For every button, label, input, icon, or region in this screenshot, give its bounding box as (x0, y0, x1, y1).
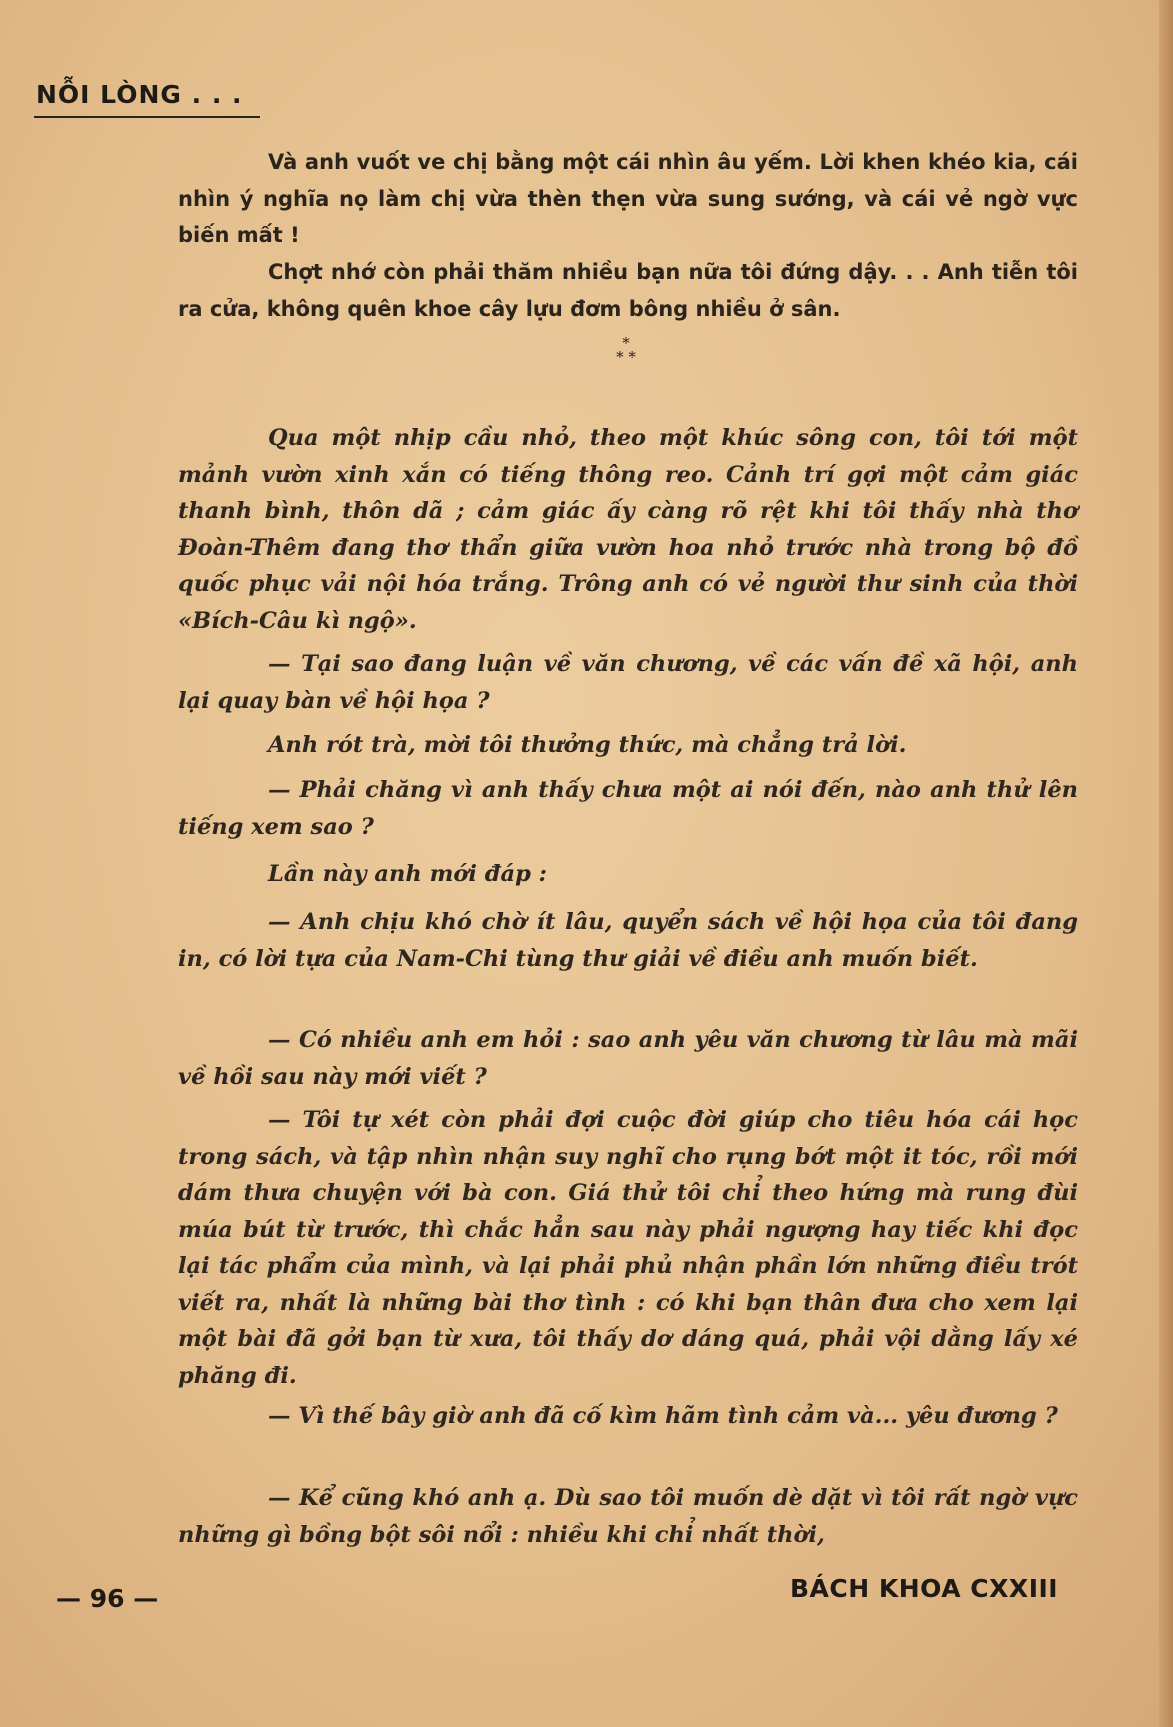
section-separator (596, 336, 656, 364)
paragraph-1: Và anh vuốt ve chị bằng một cái nhìn âu yếm. Lời khen khéo kia, cái nhìn ý nghĩa nọ làm chị vừa thèn thẹn vừa sung sướng, và cái vẻ ngờ vực biến mất ! (178, 150, 1078, 247)
paragraph-3: Qua một nhịp cầu nhỏ, theo một khúc sông con, tôi tới một mảnh vườn xinh xắn có tiếng thông reo. Cảnh trí gợi một cảm giác thanh bình, thôn dã ; cảm giác ấy càng rõ rệt khi tôi thấy nhà thơ Đoàn-Thêm đang thơ thẩn giữa vườn hoa nhỏ trước nhà trong bộ đồ quốc phục vải nội hóa trắng. Trông anh có vẻ người thư sinh của thời «Bích-Câu kì ngộ». (178, 425, 1078, 634)
paragraph-5: Anh rót trà, mời tôi thưởng thức, mà chẳng trả lời. (268, 732, 907, 758)
paragraph-12: — Kể cũng khó anh ạ. Dù sao tôi muốn dè dặt vì tôi rất ngờ vực những gì bồng bột sôi nổi : nhiều khi chỉ nhất thời, (178, 1485, 1078, 1548)
paragraph-8: — Anh chịu khó chờ ít lâu, quyển sách về hội họa của tôi đang in, có lời tựa của Nam-Chi tùng thư giải về điều anh muốn biết. (178, 909, 1078, 972)
paragraph-7: Lần này anh mới đáp : (268, 861, 547, 887)
journal-name: BÁCH KHOA CXXIII (790, 1574, 1059, 1603)
separator-line-2: * * (616, 348, 636, 366)
paragraph-6: — Phải chăng vì anh thấy chưa một ai nói đến, nào anh thử lên tiếng xem sao ? (178, 777, 1078, 840)
paragraph-10: — Tôi tự xét còn phải đợi cuộc đời giúp cho tiêu hóa cái học trong sách, và tập nhìn nhận suy nghĩ cho rụng bớt một it tóc, rồi mới dám thưa chuyện với bà con. Giá thử tôi chỉ theo hứng mà rung đùi múa bút từ trước, thì chắc hẳn sau này phải ngượng hay tiếc khi đọc lại tác phẩm của mình, và lại phải phủ nhận phần lớn những điều trót viết ra, nhất là những bài thơ tình : có khi bạn thân đưa cho xem lại một bài đã gởi bạn từ xưa, tôi thấy dơ dáng quá, phải vội dằng lấy xé phăng đi. (178, 1107, 1078, 1389)
page-header-title: NỖI LÒNG . . . (36, 80, 243, 109)
paragraph-9: — Có nhiều anh em hỏi : sao anh yêu văn chương từ lâu mà mãi về hồi sau này mới viết ? (178, 1027, 1078, 1090)
page-number: — 96 — (56, 1584, 159, 1613)
paragraph-4: — Tại sao đang luận về văn chương, về các vấn đề xã hội, anh lại quay bàn về hội họa ? (178, 651, 1078, 714)
page-edge (1159, 0, 1173, 1727)
paragraph-2: Chợt nhớ còn phải thăm nhiều bạn nữa tôi đứng dậy. . . Anh tiễn tôi ra cửa, không quên khoe cây lựu đơm bông nhiều ở sân. (178, 260, 1078, 321)
header-underline (34, 116, 260, 118)
separator-line-1: * (622, 334, 630, 352)
paragraph-11: — Vì thế bây giờ anh đã cố kìm hãm tình cảm và... yêu đương ? (268, 1403, 1058, 1429)
